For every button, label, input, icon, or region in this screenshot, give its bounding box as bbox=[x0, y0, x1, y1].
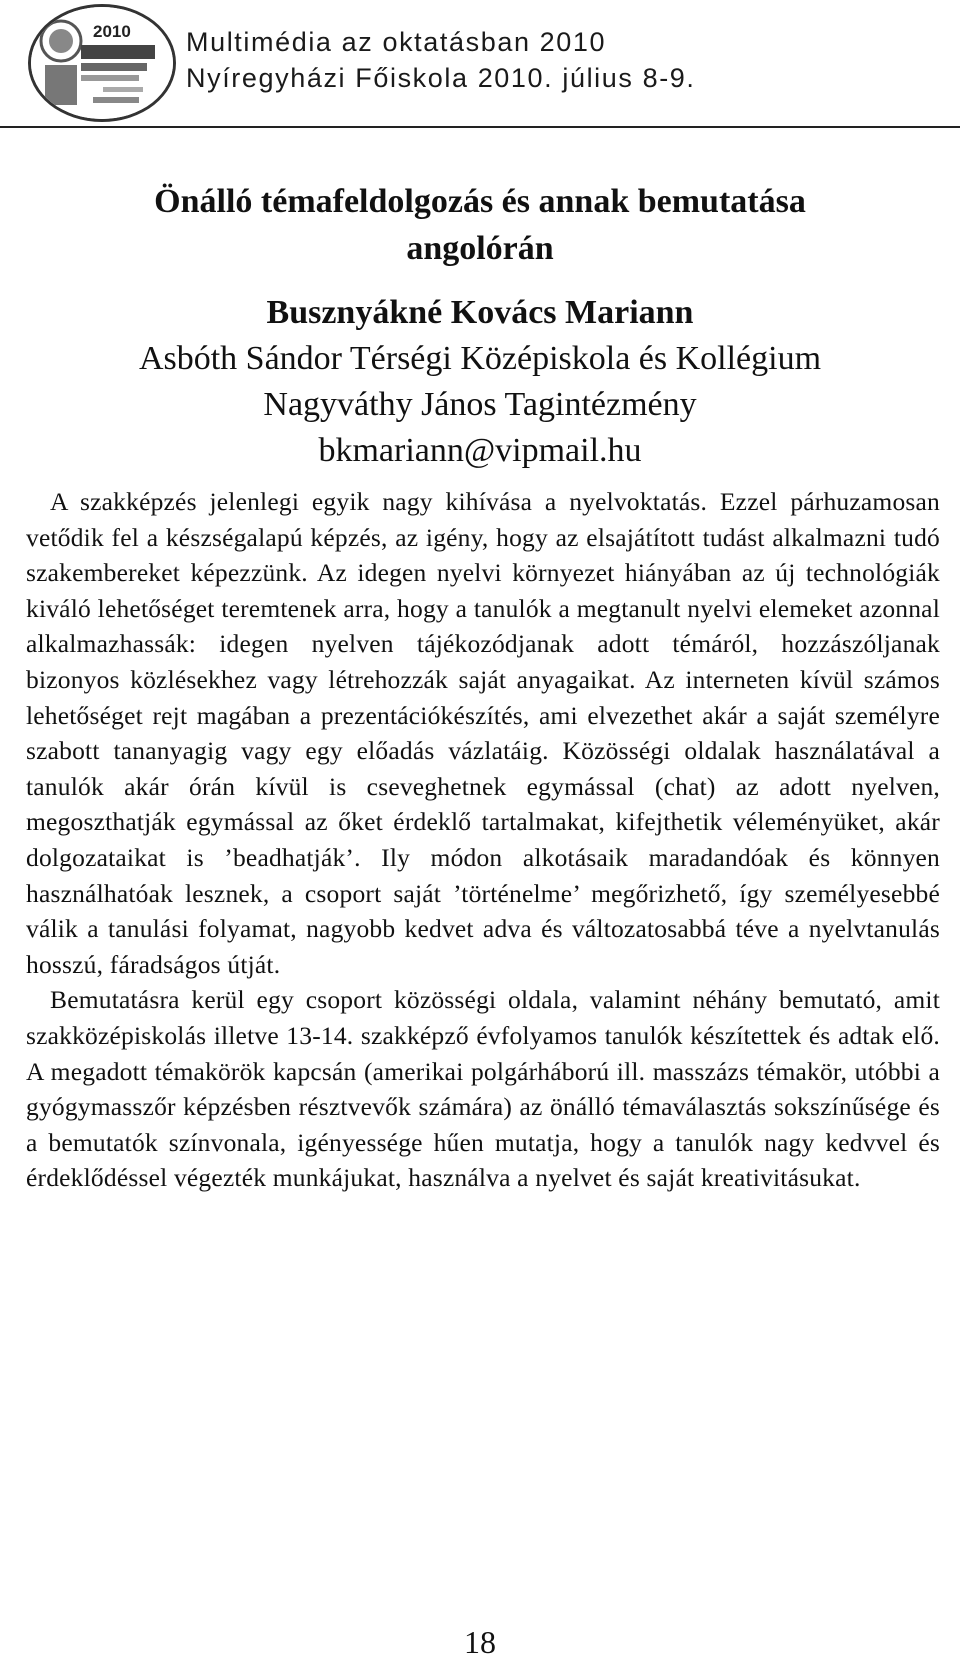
author-email: bkmariann@vipmail.hu bbox=[318, 432, 642, 469]
abstract-body bbox=[26, 484, 940, 1196]
article-title-block bbox=[20, 178, 940, 272]
article-title-line2: angolórán bbox=[406, 230, 554, 267]
abstract-paragraph-2: Bemutatásra kerül egy csoport közösségi oldala, valamint néhány bemutató, amit szakközépiskolás illetve 13-14. szakképző évfolyamos tanulók készítettek és adtak elő. A megadott témakörök kapcsán (amerikai polgárháború ill. masszázs témakör, utóbbi a gyógymasszőr képzésben résztvevők számára) az önálló témaválasztás sokszínűsége és a bemutatók színvonala, igényessége hűen mutatja, hogy a tanulók nagy kedvvel és érdeklődéssel végezték munkájukat, használva a nyelvet és saját kreativitásukat. bbox=[26, 985, 940, 1193]
conference-header bbox=[186, 24, 696, 96]
conference-seal-logo-icon bbox=[28, 4, 176, 122]
conference-title: Multimédia az oktatásban 2010 bbox=[186, 27, 607, 57]
conference-venue-date: Nyíregyházi Főiskola 2010. július 8-9. bbox=[186, 63, 696, 93]
abstract-paragraph-1: A szakképzés jelenlegi egyik nagy kihívása a nyelvoktatás. Ezzel párhuzamosan vetődik fel a készségalapú képzés, az igény, hogy az elsajátított tudást alkalmazni tudó szakembereket képezzünk. Az idegen nyelvi környezet hiányában az új technológiák kiváló lehetőséget teremtenek arra, hogy a tanulók a megtanult nyelvi elemeket azonnal alkalmazhassák: idegen nyelven tájékozódjanak adott témáról, hozzászóljanak bizonyos közlésekhez vagy létrehozzák saját anyagaikat. Az interneten kívül számos lehetőséget rejt magában a prezentációkészítés, ami elvezethet akár a saját személyre szabott tananyagig vagy egy előadás vázlatáig. Közösségi oldalak használatával a tanulók akár órán kívül is cseveghetnek egymással (chat) az adott nyelven, megoszthatják egymással az őket érdeklő tartalmakat, kifejthetik véleményüket, akár dolgozataikat is ’beadhatják’. Ily módon alkotásaik maradandóak és könnyen használhatóak lesznek, a csoport saját ’történelme’ megőrizhető, így személyesebbé válik a tanulási folyamat, nagyobb kedvet adva és változatosabbá téve a nyelvtanulás hosszú, fáradságos útját. bbox=[26, 487, 940, 979]
article-title-line1: Önálló témafeldolgozás és annak bemutatása bbox=[154, 183, 806, 220]
author-block bbox=[20, 290, 940, 474]
affiliation-line1: Asbóth Sándor Térségi Középiskola és Kollégium bbox=[138, 340, 822, 377]
author-name: Busznyákné Kovács Mariann bbox=[266, 294, 694, 331]
page-header bbox=[0, 0, 960, 128]
logo-year: 2010 bbox=[93, 22, 131, 41]
page-number: 18 bbox=[464, 1624, 496, 1660]
affiliation-line2: Nagyváthy János Tagintézmény bbox=[263, 386, 697, 423]
